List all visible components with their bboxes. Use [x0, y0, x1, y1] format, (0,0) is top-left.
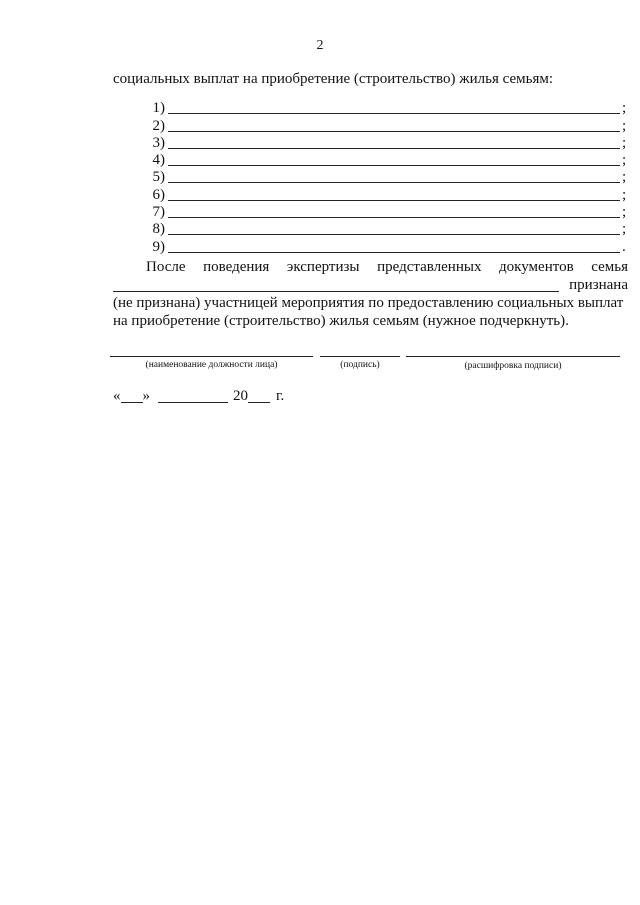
page-number: 2 [316, 38, 324, 53]
list-item-blank[interactable] [168, 181, 620, 183]
list-item-blank[interactable] [168, 251, 620, 253]
list-item [145, 185, 630, 202]
list-item-number: 4) [152, 152, 165, 169]
family-name-blank[interactable] [113, 291, 559, 292]
list-item-number: 5) [152, 169, 165, 186]
recognized-word: признана [569, 277, 628, 293]
list-item-end-mark: ; [622, 186, 627, 203]
date-line [113, 388, 284, 405]
decoding-caption: (расшифровка подписи) [464, 361, 562, 371]
list-item [145, 237, 630, 254]
position-caption: (наименование должности лица) [145, 360, 278, 370]
list-item [145, 116, 630, 133]
list-item-blank[interactable] [168, 164, 620, 166]
year-blank[interactable] [248, 401, 270, 403]
signature-blank[interactable] [320, 356, 400, 357]
list-item-number: 1) [152, 100, 165, 117]
day-blank[interactable] [121, 401, 143, 403]
conclusion-line-1: После поведения экспертизы представленных документов семья [146, 259, 628, 275]
list-item-number: 9) [152, 238, 165, 255]
list-item-blank[interactable] [168, 199, 620, 201]
list-item-number: 3) [152, 134, 165, 151]
list-item-end-mark: . [622, 238, 626, 255]
family-list [145, 99, 630, 255]
list-item-number: 2) [152, 117, 165, 134]
date-close-quote: » [142, 388, 150, 404]
list-item-blank[interactable] [168, 216, 620, 218]
signature-caption: (подпись) [340, 360, 380, 370]
conclusion-line-3: (не признана) участницей мероприятия по предоставлению социальных выплат на приобретение (строительство) жилья семьям (нужное подчеркнуть). [113, 295, 624, 329]
list-item [145, 220, 630, 237]
list-item-number: 6) [152, 186, 165, 203]
list-item-end-mark: ; [622, 204, 627, 221]
list-item-end-mark: ; [622, 100, 627, 117]
list-item [145, 151, 630, 168]
list-item-end-mark: ; [622, 117, 627, 134]
list-item-end-mark: ; [622, 152, 627, 169]
list-item [145, 134, 630, 151]
list-item-end-mark: ; [622, 169, 627, 186]
list-item [145, 203, 630, 220]
month-blank[interactable] [158, 401, 228, 403]
list-item-end-mark: ; [622, 134, 627, 151]
position-blank[interactable] [110, 356, 313, 357]
list-item-end-mark: ; [622, 221, 627, 238]
decoding-blank[interactable] [406, 356, 620, 357]
list-item-blank[interactable] [168, 112, 620, 114]
list-item [145, 99, 630, 116]
list-item-number: 7) [152, 204, 165, 221]
conclusion-line-2 [113, 277, 628, 295]
list-item [145, 168, 630, 185]
list-item-number: 8) [152, 221, 165, 238]
year-prefix: 20 [233, 388, 248, 404]
list-item-blank[interactable] [168, 130, 620, 132]
year-suffix: г. [276, 388, 285, 404]
date-open-quote: « [113, 388, 121, 404]
list-item-blank[interactable] [168, 147, 620, 149]
list-item-blank[interactable] [168, 233, 620, 235]
intro-text: социальных выплат на приобретение (строительство) жилья семьям: [113, 71, 554, 87]
